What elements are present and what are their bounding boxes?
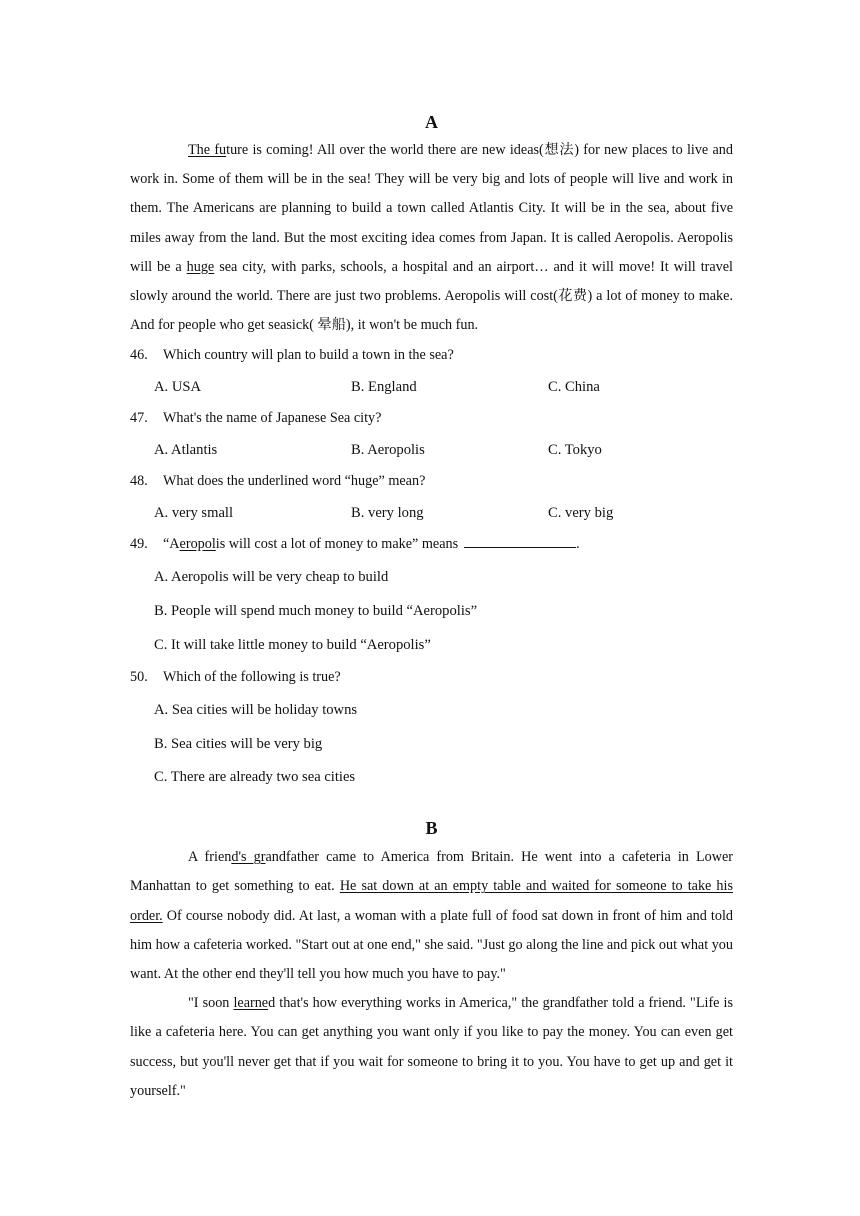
underlined-text: learne xyxy=(233,995,269,1012)
option-b: B. Sea cities will be very big xyxy=(154,735,323,752)
question-text: What does the underlined word “huge” mean? xyxy=(163,473,426,490)
underlined-word-huge: huge xyxy=(186,258,215,275)
passage-text: andfather came to America from Britain. He went into a cafeteria in Lower Manhattan to get something to eat. xyxy=(130,849,734,895)
question-text: What's the name of Japanese Sea city? xyxy=(163,410,382,427)
passage-text: ture is coming! All over the world there are new ideas(想法) for new places to live and work in. Some of them will be in the sea! They will be very big and lots of people will live and work in them. The Americans are planning to build a town called Atlantis City. It will be in the sea, about five miles away from the land. But the most exciting idea comes from Japan. It is called Aeropolis. Aeropolis will be a xyxy=(130,142,733,275)
question-number: 49. xyxy=(130,536,148,553)
question-48 xyxy=(130,466,733,498)
option-c: C. It will take little money to build “Aeropolis” xyxy=(154,636,431,653)
option-b: B. People will spend much money to build “Aeropolis” xyxy=(154,602,478,619)
option-b: B. Aeropolis xyxy=(351,441,425,458)
option-b: B. England xyxy=(351,378,417,395)
question-47 xyxy=(130,403,733,435)
question-number: 50. xyxy=(130,669,148,686)
section-a-heading: A xyxy=(425,112,438,132)
question-49 xyxy=(130,529,733,561)
passage-text: d that's how everything works in America," the grandfather told a friend. "Life is like a cafeteria here. You can get anything you want only if you like to pay the money. You can even get success, but you'll never get that if you wait for someone to bring it to you. You have to get up and get it yourself." xyxy=(130,995,733,1099)
question-number: 48. xyxy=(130,473,148,490)
section-b-paragraph-2 xyxy=(130,989,733,1106)
passage-text: sea city, with parks, schools, a hospital and an airport… and it will move! It will travel slowly around the world. There are just two problems. Aeropolis will cost(花费) a lot of money to make. And for people who get seasick( 晕船), it won't be much fun. xyxy=(130,258,733,334)
passage-text: Of course nobody did. At last, a woman with a plate full of food sat down in front of him and told him how a cafeteria worked. "Start out at one end," she said. "Just go along the line and pick out what you want. At the other end they'll tell you how much you have to pay." xyxy=(130,907,733,983)
question-47-options xyxy=(130,435,733,467)
question-50 xyxy=(130,662,733,694)
question-text: “A xyxy=(163,536,180,553)
underlined-text: The fu xyxy=(188,142,227,158)
section-b-heading: B xyxy=(425,818,438,839)
question-number: 46. xyxy=(130,347,148,364)
question-46-options xyxy=(130,372,733,404)
passage-text: "I soon xyxy=(188,995,234,1012)
option-b: B. very long xyxy=(351,504,424,521)
answer-blank[interactable] xyxy=(464,535,576,548)
option-a: A. Aeropolis will be very cheap to build xyxy=(154,568,389,585)
question-46 xyxy=(130,340,733,372)
section-b-paragraph-1 xyxy=(130,843,733,989)
section-a-passage xyxy=(130,136,733,340)
question-number: 47. xyxy=(130,410,148,427)
question-text: is will cost a lot of money to make” means xyxy=(215,536,459,553)
option-a: A. Sea cities will be holiday towns xyxy=(154,701,358,718)
option-c: C. There are already two sea cities xyxy=(154,769,356,786)
option-a: A. Atlantis xyxy=(154,441,218,458)
option-a: A. very small xyxy=(154,504,234,521)
option-c: C. very big xyxy=(548,504,614,521)
question-text: Which country will plan to build a town in the sea? xyxy=(163,347,454,364)
option-c: C. Tokyo xyxy=(548,441,602,458)
document-page xyxy=(130,108,733,1106)
section-spacer xyxy=(130,795,733,813)
underlined-text: eropol xyxy=(179,536,216,553)
passage-text: A frien xyxy=(188,849,232,866)
underlined-sentence: He sat down at an empty table and waited for someone to take his order. xyxy=(130,878,733,924)
question-period: . xyxy=(576,536,580,553)
question-text: Which of the following is true? xyxy=(163,669,341,686)
option-a: A. USA xyxy=(154,378,202,395)
option-c: C. China xyxy=(548,378,600,395)
underlined-text: d's gr xyxy=(231,849,266,866)
question-48-options xyxy=(130,498,733,530)
